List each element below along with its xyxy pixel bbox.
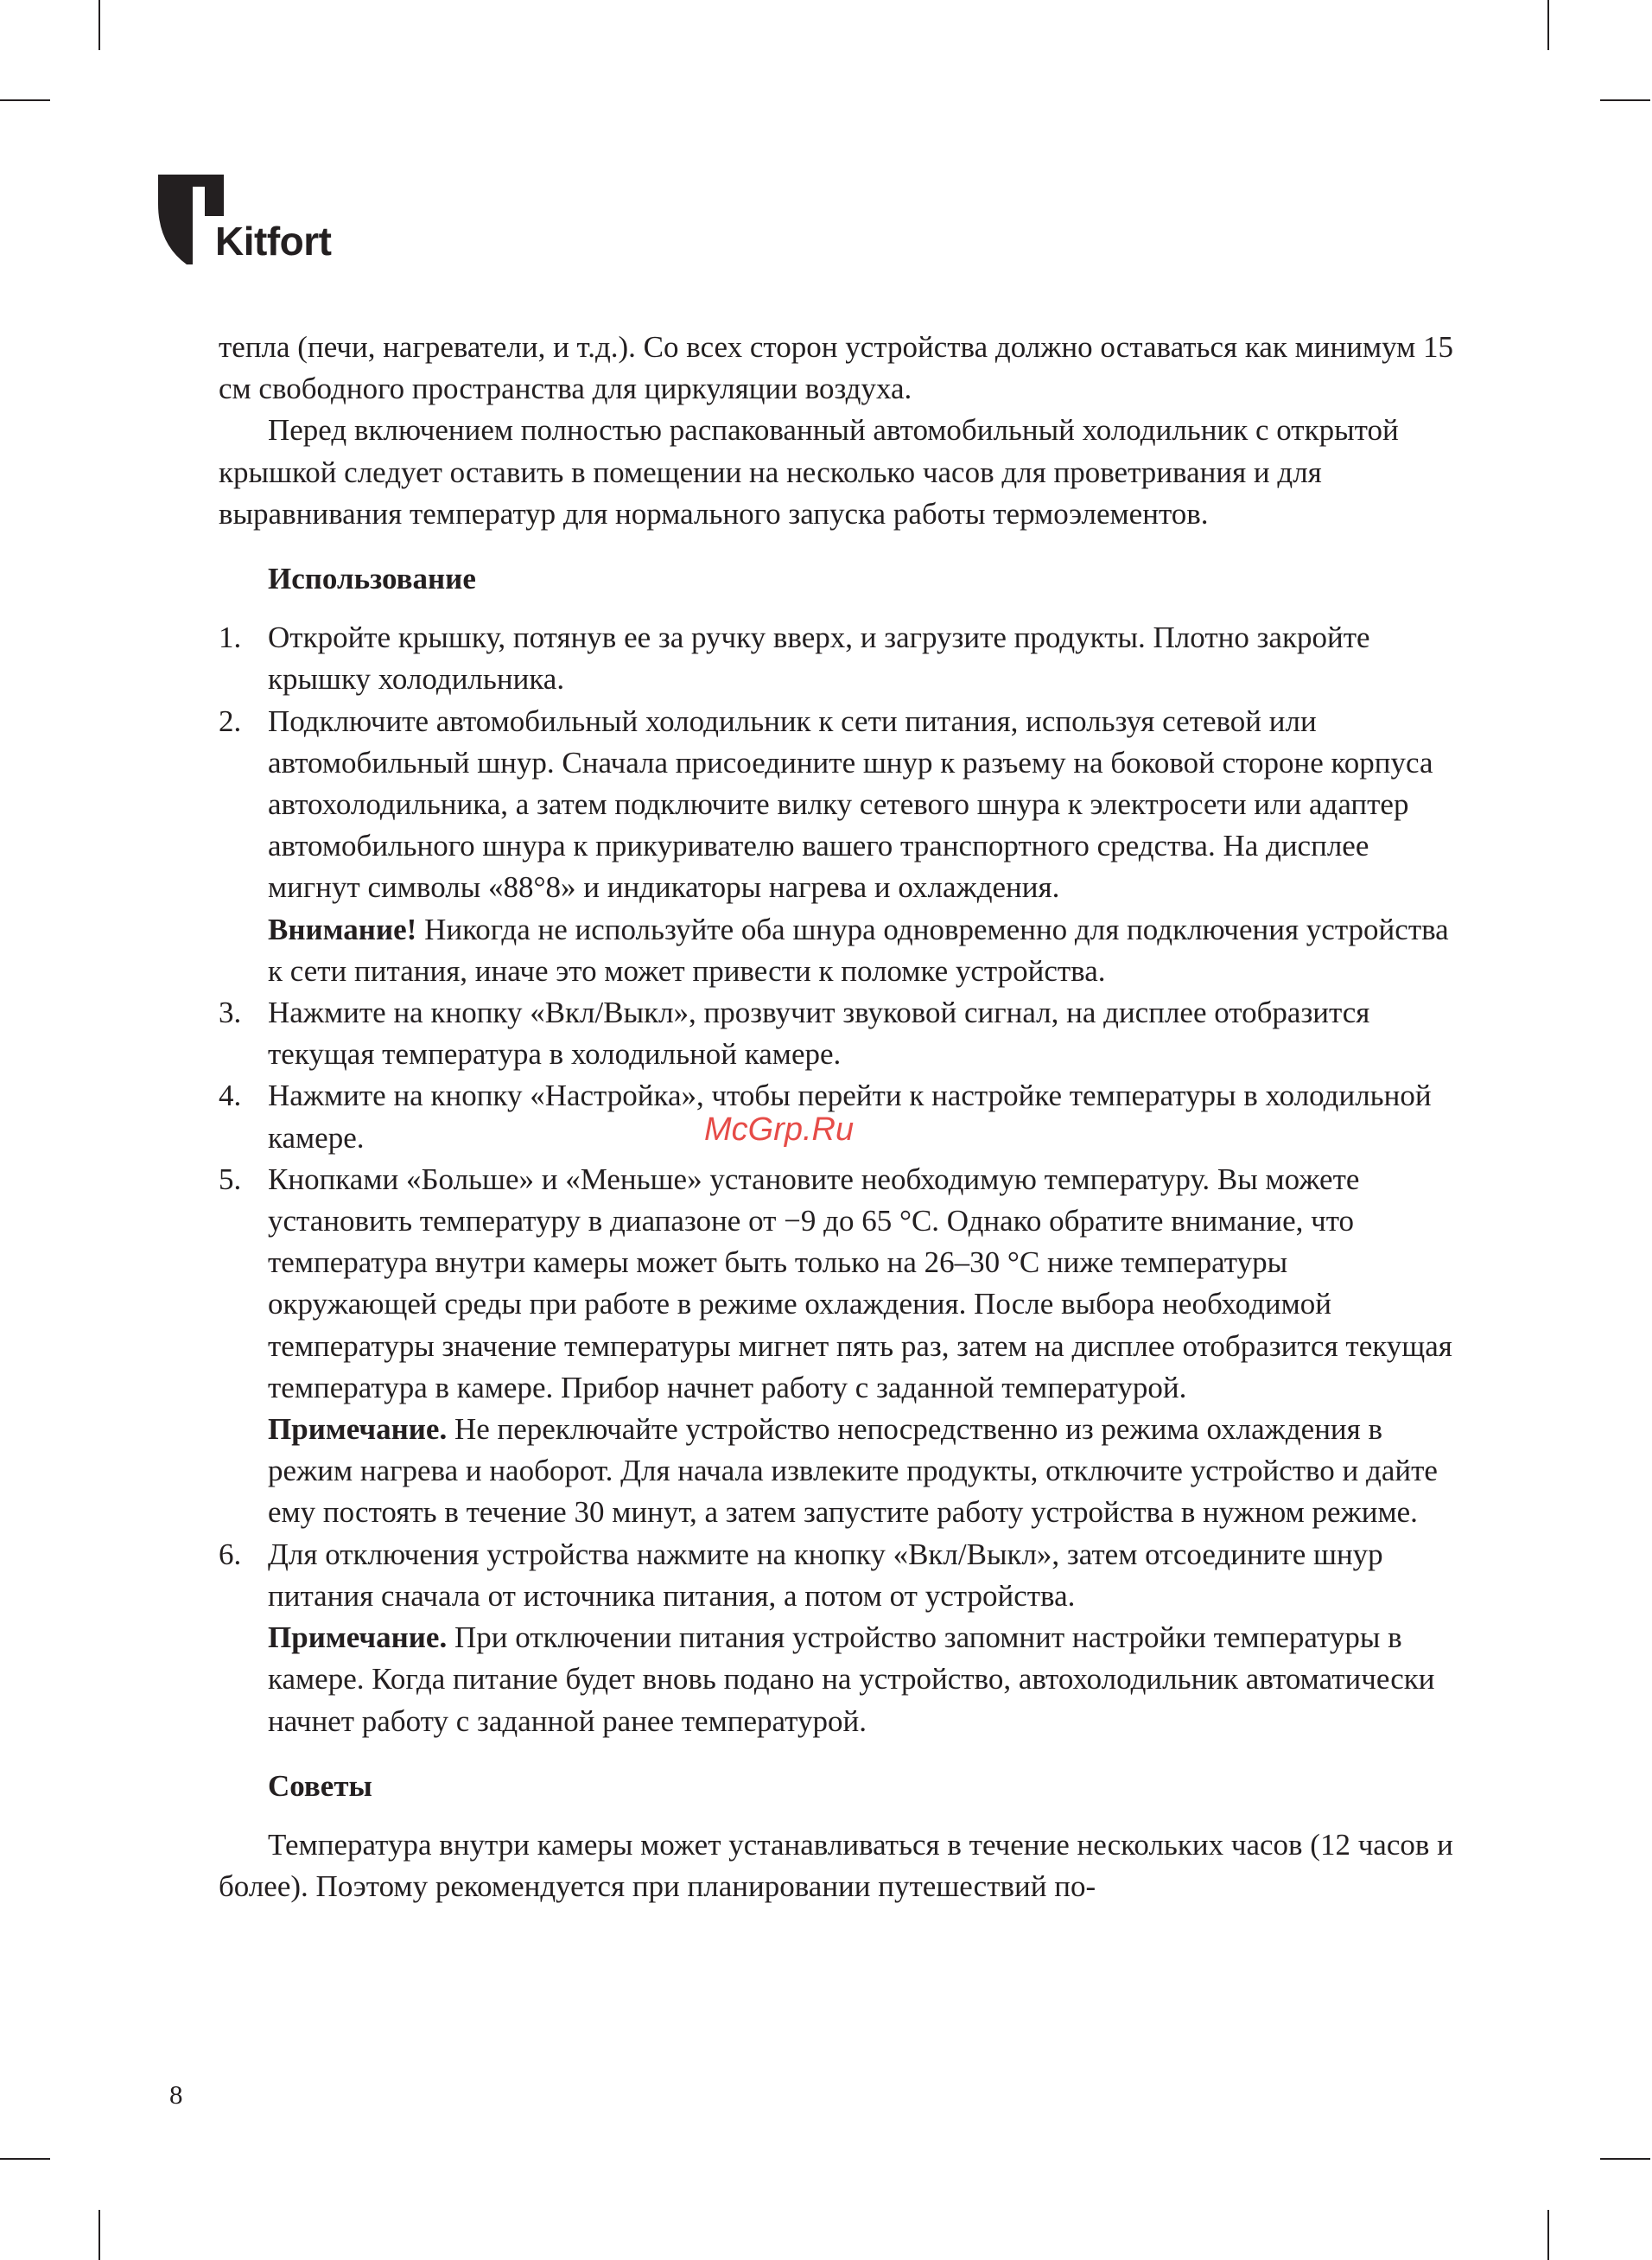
list-item <box>219 617 1454 700</box>
crop-mark-top-left <box>98 0 100 50</box>
crop-mark-top-right-h <box>1600 99 1650 101</box>
note-label: Примечание. <box>268 1620 448 1655</box>
note <box>268 1617 1454 1742</box>
list-item-text: Откройте крышку, потянув ее за ручку вверх, и загрузите продукты. Плотно закройте крышку холодильника. <box>268 621 1370 697</box>
crop-mark-top-right <box>1547 0 1549 50</box>
watermark: McGrp.Ru <box>704 1111 855 1148</box>
crop-mark-bottom-right-h <box>1600 2158 1650 2160</box>
list-item-number: 5. <box>219 1162 242 1196</box>
usage-heading: Использование <box>268 562 476 596</box>
list-item-text: Нажмите на кнопку «Настройка», чтобы перейти к настройке температуры в холодильной камере. <box>268 1079 1432 1155</box>
list-item-number: 1. <box>219 621 242 655</box>
crop-mark-bottom-right <box>1547 2210 1549 2260</box>
list-item-number: 6. <box>219 1537 242 1571</box>
list-item-text: Нажмите на кнопку «Вкл/Выкл», прозвучит звуковой сигнал, на дисплее отобразится текущая температура в холодильной камере. <box>268 996 1370 1072</box>
list-item-text: Кнопками «Больше» и «Меньше» установите необходимую температуру. Вы можете установить температуру в диапазоне от −9 до 65 °C. Однако обратите внимание, что температура внутри камеры может быть только на 26–30 °C ниже температуры окружающей среды при работе в режиме охлаждения. После выбора необходимой температуры значение температуры мигнет пять раз, затем на дисплее отобразится текущая температура в камере. Прибор начнет работу с заданной температурой. <box>268 1162 1452 1404</box>
intro-paragraph-2: Перед включением полностью распакованный автомобильный холодильник с открытой крышкой следует оставить в помещении на несколько часов для проветривания и для выравнивания температур для нормального запуска работы термоэлементов. <box>219 413 1399 531</box>
page-number: 8 <box>169 2079 183 2110</box>
tips-paragraph-1: Температура внутри камеры может устанавливаться в течение нескольких часов (12 часов и более). Поэтому рекомендуется при планировании путешествий по- <box>219 1827 1453 1904</box>
crop-mark-top-left-h <box>0 99 50 101</box>
list-item <box>219 1534 1454 1742</box>
warning-label: Внимание! <box>268 912 417 946</box>
list-item-text: Подключите автомобильный холодильник к сети питания, используя сетевой или автомобильный шнур. Сначала присоедините шнур к разъему на боковой стороне корпуса автохолодильника, а затем подключите вилку сетевого шнура к электросети или адаптер автомобильного шнура к прикуривателю вашего транспортного средства. На дисплее мигнут символы «88°8» и индикаторы нагрева и охлаждения. <box>268 703 1433 905</box>
brand-name: Kitfort <box>215 219 332 264</box>
intro-paragraph-1: тепла (печи, нагреватели, и т.д.). Со всех сторон устройства должно оставаться как минимум 15 см свободного пространства для циркуляции воздуха. <box>219 330 1454 406</box>
list-item <box>219 1159 1454 1534</box>
list-item <box>219 701 1454 992</box>
crop-mark-bottom-left-h <box>0 2158 50 2160</box>
warning-text: Никогда не используйте оба шнура одновременно для подключения устройства к сети питания, иначе это может привести к поломке устройства. <box>268 912 1449 988</box>
note <box>268 1409 1454 1534</box>
note-text: Не переключайте устройство непосредственно из режима охлаждения в режим нагрева и наоборот. Для начала извлеките продукты, отключите устройство и дайте ему постоять в течение 30 минут, а затем запустите работу устройства в нужном режиме. <box>268 1412 1438 1530</box>
list-item-number: 3. <box>219 996 242 1030</box>
tips-heading: Советы <box>268 1768 372 1803</box>
list-item-text: Для отключения устройства нажмите на кнопку «Вкл/Выкл», затем отсоедините шнур питания сначала от источника питания, а потом от устройства. <box>268 1537 1383 1613</box>
list-item <box>219 992 1454 1075</box>
list-item-number: 2. <box>219 703 242 738</box>
list-item-number: 4. <box>219 1079 242 1113</box>
note-text: При отключении питания устройство запомнит настройки температуры в камере. Когда питание будет вновь подано на устройство, автохолодильник автоматически начнет работу с заданной ранее температурой. <box>268 1620 1435 1738</box>
usage-list <box>219 617 1454 1741</box>
warning-note <box>268 909 1454 992</box>
note-label: Примечание. <box>268 1412 448 1447</box>
kitfort-logo <box>158 175 365 270</box>
crop-mark-bottom-left <box>98 2210 100 2260</box>
